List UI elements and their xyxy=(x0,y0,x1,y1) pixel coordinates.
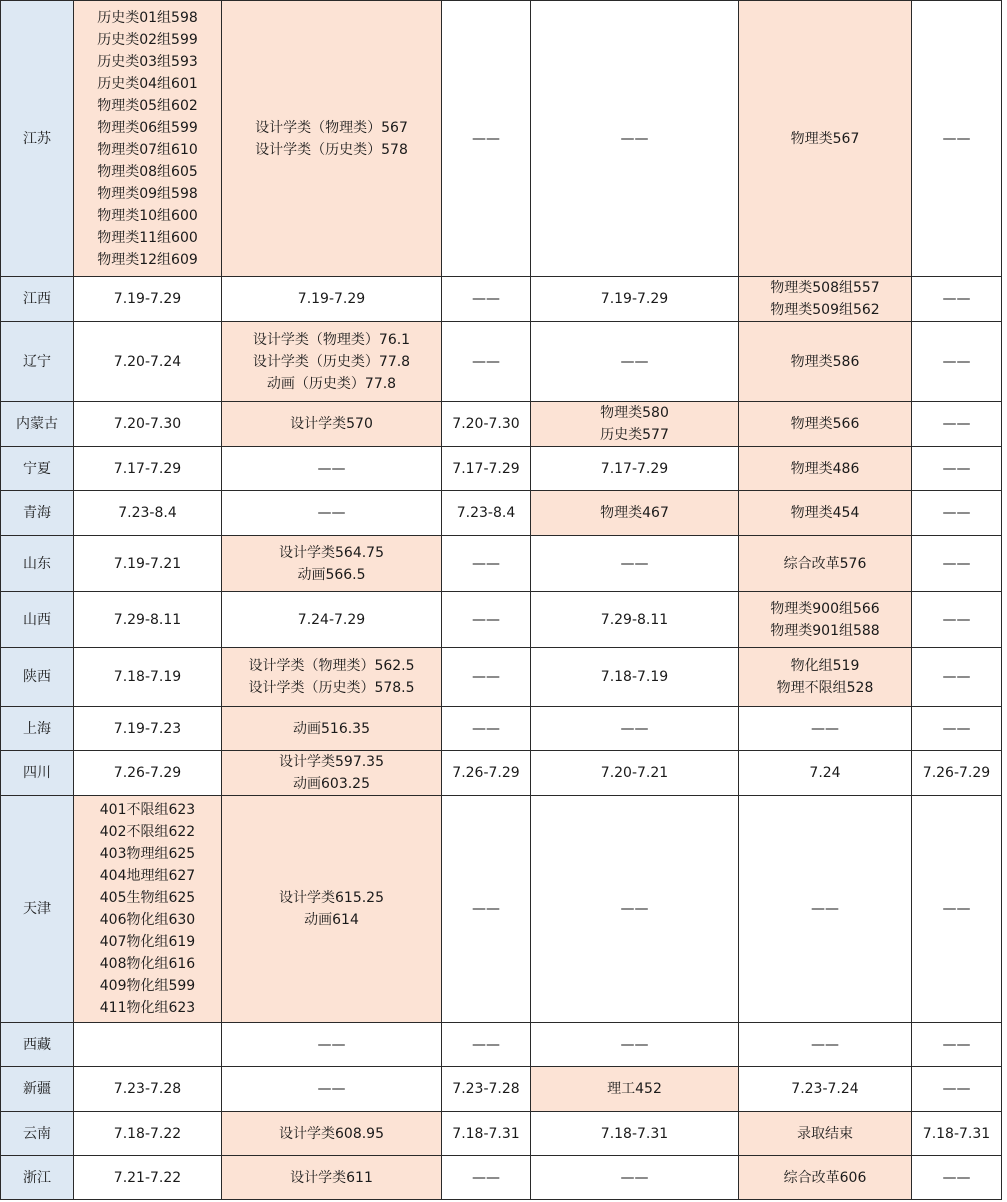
cell-line: 综合改革576 xyxy=(783,555,867,572)
cell-line: 7.19-7.21 xyxy=(113,555,182,572)
cell-line: —— xyxy=(472,901,500,917)
table-cell xyxy=(222,277,442,322)
table-cell xyxy=(531,491,739,536)
cell-line: —— xyxy=(620,720,649,737)
cell-line: 7.24-7.29 xyxy=(297,611,366,628)
cell-line: —— xyxy=(620,1036,649,1053)
cell-line: —— xyxy=(317,1036,346,1053)
cell-line: —— xyxy=(317,460,346,477)
cell-line: 理工452 xyxy=(607,1081,662,1097)
table-cell xyxy=(222,491,442,536)
cell-line: —— xyxy=(942,1169,971,1186)
table-row xyxy=(1,1023,1002,1067)
table-cell xyxy=(531,1023,739,1067)
province-cell: 宁夏 xyxy=(1,447,74,491)
table-cell xyxy=(222,402,442,447)
cell-line: 7.19-7.29 xyxy=(113,291,182,307)
cell-line: —— xyxy=(942,505,971,521)
cell-line: 物理类566 xyxy=(790,416,860,432)
table-cell xyxy=(739,1112,912,1156)
province-cell: 陕西 xyxy=(1,648,74,707)
table-cell xyxy=(222,592,442,648)
table-cell xyxy=(739,1156,912,1200)
table-row xyxy=(1,277,1002,322)
table-cell xyxy=(531,1067,739,1112)
table-cell xyxy=(912,402,1002,447)
province-cell: 辽宁 xyxy=(1,322,74,402)
cell-line: 7.18-7.31 xyxy=(600,1125,669,1142)
cell-line: —— xyxy=(472,555,500,572)
cell-line: 设计学类（历史类）578.5 xyxy=(248,680,415,696)
cell-line: 7.23-7.28 xyxy=(113,1081,182,1097)
cell-line: —— xyxy=(472,720,500,737)
cell-line: 设计学类（历史类）578 xyxy=(255,141,408,158)
cell-line: 历史类02组599 xyxy=(97,31,198,48)
cell-line: 物理类509组562 xyxy=(770,302,880,318)
cell-line: —— xyxy=(942,1081,971,1097)
table-cell xyxy=(531,402,739,447)
table-cell xyxy=(442,447,531,491)
cell-line: 物理类486 xyxy=(790,460,860,477)
province-cell: 上海 xyxy=(1,707,74,751)
province-cell: 山西 xyxy=(1,592,74,648)
cell-line: —— xyxy=(942,460,971,477)
table-cell xyxy=(74,796,222,1023)
table-cell xyxy=(442,707,531,751)
province-cell: 青海 xyxy=(1,491,74,536)
table-row xyxy=(1,1156,1002,1200)
province-cell: 浙江 xyxy=(1,1156,74,1200)
table-cell xyxy=(739,648,912,707)
cell-line: 403物理组625 xyxy=(99,846,196,862)
cell-line: —— xyxy=(620,901,649,917)
cell-line: —— xyxy=(811,901,839,917)
table-cell xyxy=(442,322,531,402)
table-cell xyxy=(739,402,912,447)
cell-line: 7.19-7.29 xyxy=(600,291,669,307)
table-cell xyxy=(74,1067,222,1112)
table-cell xyxy=(222,1023,442,1067)
table-cell xyxy=(442,751,531,796)
table-cell xyxy=(74,277,222,322)
cell-line: 7.23-8.4 xyxy=(456,505,516,521)
cell-line: 409物化组599 xyxy=(99,978,196,994)
cell-line: —— xyxy=(942,130,971,147)
table-cell xyxy=(222,1,442,277)
table-cell xyxy=(912,1067,1002,1112)
cell-line: 动画（历史类）77.8 xyxy=(266,375,397,392)
cell-line: 设计学类615.25 xyxy=(279,890,384,906)
table-row xyxy=(1,648,1002,707)
cell-line: 401不限组623 xyxy=(99,802,196,818)
cell-line: —— xyxy=(472,353,500,370)
table-cell xyxy=(739,1067,912,1112)
table-cell xyxy=(739,277,912,322)
table-cell xyxy=(74,592,222,648)
cell-line: —— xyxy=(472,130,500,147)
table-cell xyxy=(222,1067,442,1112)
cell-line: 设计学类（物理类）76.1 xyxy=(252,331,411,348)
table-cell xyxy=(531,1,739,277)
table-cell xyxy=(74,648,222,707)
cell-line: —— xyxy=(811,1036,839,1053)
table-body xyxy=(1,1,1002,1200)
table-cell xyxy=(442,277,531,322)
cell-line: —— xyxy=(317,505,346,521)
cell-line: 物理类454 xyxy=(790,505,860,521)
table-row xyxy=(1,796,1002,1023)
cell-line: 设计学类611 xyxy=(290,1169,373,1186)
table-row xyxy=(1,447,1002,491)
cell-line: —— xyxy=(942,353,971,370)
table-cell xyxy=(442,1023,531,1067)
province-cell: 天津 xyxy=(1,796,74,1023)
province-cell: 西藏 xyxy=(1,1023,74,1067)
table-cell xyxy=(531,707,739,751)
cell-line: 历史类01组598 xyxy=(97,9,198,26)
cell-line: 历史类04组601 xyxy=(97,75,198,92)
province-cell: 云南 xyxy=(1,1112,74,1156)
table-cell xyxy=(912,447,1002,491)
cell-line: —— xyxy=(942,611,971,628)
table-cell xyxy=(222,751,442,796)
table-cell xyxy=(222,796,442,1023)
cell-line: 录取结束 xyxy=(797,1125,853,1142)
cell-line: 设计学类608.95 xyxy=(279,1125,384,1142)
cell-line: 物化组519 xyxy=(790,658,860,674)
table-cell xyxy=(912,491,1002,536)
cell-line: 物理类05组602 xyxy=(97,97,198,114)
cell-line: 408物化组616 xyxy=(99,956,196,972)
table-cell xyxy=(74,1,222,277)
cell-line: 7.18-7.31 xyxy=(452,1125,520,1142)
table-cell xyxy=(531,751,739,796)
table-cell xyxy=(531,447,739,491)
cell-line: 设计学类（物理类）562.5 xyxy=(248,658,415,674)
cell-line: —— xyxy=(811,720,839,737)
cell-line: 7.23-7.24 xyxy=(791,1081,859,1097)
cell-line: 7.24 xyxy=(809,765,841,781)
table-cell xyxy=(74,322,222,402)
table-cell xyxy=(442,1112,531,1156)
cell-line: —— xyxy=(620,353,649,370)
table-cell xyxy=(442,1067,531,1112)
table-cell xyxy=(739,447,912,491)
table-cell xyxy=(912,796,1002,1023)
cell-line: —— xyxy=(472,291,500,307)
table-cell xyxy=(739,491,912,536)
table-cell xyxy=(74,536,222,592)
cell-line: —— xyxy=(942,291,971,307)
table-cell xyxy=(74,707,222,751)
table-cell xyxy=(442,402,531,447)
table-cell xyxy=(74,1112,222,1156)
table-cell xyxy=(222,648,442,707)
table-cell xyxy=(739,796,912,1023)
cell-line: 7.23-7.28 xyxy=(452,1081,520,1097)
cell-line: 物理类11组600 xyxy=(97,229,198,246)
cell-line: 设计学类564.75 xyxy=(279,544,384,561)
cell-line: 7.18-7.31 xyxy=(922,1125,991,1142)
cell-line: 7.19-7.23 xyxy=(113,720,182,737)
cell-line: —— xyxy=(620,130,649,147)
cell-line: —— xyxy=(472,1036,500,1053)
cell-line: 7.20-7.30 xyxy=(113,416,182,432)
cell-line: 7.20-7.24 xyxy=(113,353,182,370)
cell-line: 物理不限组528 xyxy=(776,680,874,696)
cell-line: —— xyxy=(942,1036,971,1053)
table-cell xyxy=(222,1112,442,1156)
cell-line: 7.29-8.11 xyxy=(113,611,182,628)
cell-line: —— xyxy=(942,720,971,737)
table-cell xyxy=(222,1156,442,1200)
table-cell xyxy=(531,277,739,322)
table-cell xyxy=(531,796,739,1023)
cell-line: 综合改革606 xyxy=(783,1169,867,1186)
table-cell xyxy=(912,1112,1002,1156)
cell-line: —— xyxy=(942,669,971,685)
cell-line: 设计学类（物理类）567 xyxy=(255,119,408,136)
table-cell xyxy=(531,648,739,707)
cell-line: 7.19-7.29 xyxy=(297,291,366,307)
table-cell xyxy=(739,707,912,751)
table-cell xyxy=(912,648,1002,707)
cell-line: 物理类08组605 xyxy=(97,163,198,180)
table-cell xyxy=(912,707,1002,751)
cell-line: 7.17-7.29 xyxy=(452,460,520,477)
table-row xyxy=(1,1,1002,277)
cell-line: 动画614 xyxy=(304,912,359,928)
table-row xyxy=(1,491,1002,536)
cell-line: —— xyxy=(942,901,971,917)
cell-line: 物理类07组610 xyxy=(97,141,198,158)
cell-line: 动画603.25 xyxy=(293,776,370,792)
province-cell: 山东 xyxy=(1,536,74,592)
cell-line: 物理类12组609 xyxy=(97,251,198,268)
table-row xyxy=(1,751,1002,796)
table-cell xyxy=(442,1,531,277)
cell-line: 407物化组619 xyxy=(99,934,196,950)
table-cell xyxy=(739,1,912,277)
cell-line: 7.26-7.29 xyxy=(452,765,520,781)
cell-line: 7.20-7.30 xyxy=(452,416,520,432)
cell-line: 物理类508组557 xyxy=(770,280,880,296)
cell-line: 物理类901组588 xyxy=(770,622,880,639)
table-row xyxy=(1,402,1002,447)
table-cell xyxy=(739,322,912,402)
table-cell xyxy=(222,536,442,592)
cell-line: —— xyxy=(472,669,500,685)
table-cell xyxy=(739,751,912,796)
cell-line: 物理类586 xyxy=(790,353,860,370)
table-cell xyxy=(912,536,1002,592)
cell-line: 7.23-8.4 xyxy=(118,505,177,521)
table-row xyxy=(1,1112,1002,1156)
table-cell xyxy=(222,447,442,491)
table-cell xyxy=(74,1023,222,1067)
cell-line: 历史类577 xyxy=(600,427,669,443)
table-cell xyxy=(442,592,531,648)
cell-line: —— xyxy=(472,611,500,628)
cell-line: 物理类580 xyxy=(600,405,669,421)
cell-line: 动画566.5 xyxy=(297,566,366,583)
table-cell xyxy=(912,592,1002,648)
cell-line: 404地理组627 xyxy=(99,868,196,884)
table-cell xyxy=(531,322,739,402)
table-cell xyxy=(739,592,912,648)
cell-line: 7.18-7.22 xyxy=(113,1125,182,1142)
cell-line: 405生物组625 xyxy=(99,890,196,906)
table-row xyxy=(1,1067,1002,1112)
cell-line: 物理类06组599 xyxy=(97,119,198,136)
table-cell xyxy=(739,536,912,592)
cell-line: —— xyxy=(472,1169,500,1186)
cell-line: 7.29-8.11 xyxy=(600,611,669,628)
table-cell xyxy=(531,536,739,592)
province-cell: 四川 xyxy=(1,751,74,796)
cell-line: —— xyxy=(317,1081,346,1097)
cell-line: 物理类10组600 xyxy=(97,207,198,224)
cell-line: 历史类03组593 xyxy=(97,53,198,70)
table-cell xyxy=(531,592,739,648)
cell-line: 7.26-7.29 xyxy=(113,765,182,781)
table-cell xyxy=(442,1156,531,1200)
table-cell xyxy=(442,536,531,592)
table-cell xyxy=(912,322,1002,402)
table-cell xyxy=(74,751,222,796)
table-cell xyxy=(531,1112,739,1156)
table-cell xyxy=(912,1,1002,277)
table-cell xyxy=(912,751,1002,796)
table-cell xyxy=(912,277,1002,322)
table-row xyxy=(1,536,1002,592)
table-cell xyxy=(442,491,531,536)
cell-line: 设计学类（历史类）77.8 xyxy=(252,353,411,370)
table-cell xyxy=(222,322,442,402)
cell-line: —— xyxy=(620,555,649,572)
table-row xyxy=(1,592,1002,648)
cell-line: —— xyxy=(620,1169,649,1186)
cell-line: 7.20-7.21 xyxy=(600,765,669,781)
table-cell xyxy=(442,796,531,1023)
cell-line: 7.17-7.29 xyxy=(600,460,669,477)
table-cell xyxy=(74,447,222,491)
cell-line: 7.18-7.19 xyxy=(600,669,669,685)
cell-line: 物理类900组566 xyxy=(770,600,880,617)
table-row xyxy=(1,707,1002,751)
cell-line: 物理类467 xyxy=(600,505,669,521)
table-cell xyxy=(912,1023,1002,1067)
cell-line: 7.18-7.19 xyxy=(113,669,182,685)
province-cell: 内蒙古 xyxy=(1,402,74,447)
cell-line: 7.17-7.29 xyxy=(113,460,182,477)
province-cell: 江苏 xyxy=(1,1,74,277)
cell-line: 设计学类570 xyxy=(290,416,373,432)
table-cell xyxy=(531,1156,739,1200)
cell-line: 物理类09组598 xyxy=(97,185,198,202)
table-cell xyxy=(74,402,222,447)
province-cell: 新疆 xyxy=(1,1067,74,1112)
province-cell: 江西 xyxy=(1,277,74,322)
cell-line: 物理类567 xyxy=(790,130,860,147)
cell-line: 411物化组623 xyxy=(99,1000,196,1016)
cell-line: —— xyxy=(942,555,971,572)
table-row xyxy=(1,322,1002,402)
table-cell xyxy=(222,707,442,751)
table-cell xyxy=(739,1023,912,1067)
cell-line: 动画516.35 xyxy=(293,720,370,737)
table-cell xyxy=(442,648,531,707)
table-cell xyxy=(74,491,222,536)
cell-line: —— xyxy=(942,416,971,432)
table-cell xyxy=(912,1156,1002,1200)
table-cell xyxy=(74,1156,222,1200)
cell-line: 7.26-7.29 xyxy=(922,765,991,781)
cell-line: 7.21-7.22 xyxy=(113,1169,182,1186)
cell-line: 406物化组630 xyxy=(99,912,196,928)
cell-line: 设计学类597.35 xyxy=(279,754,384,770)
cell-line: 402不限组622 xyxy=(99,824,196,840)
